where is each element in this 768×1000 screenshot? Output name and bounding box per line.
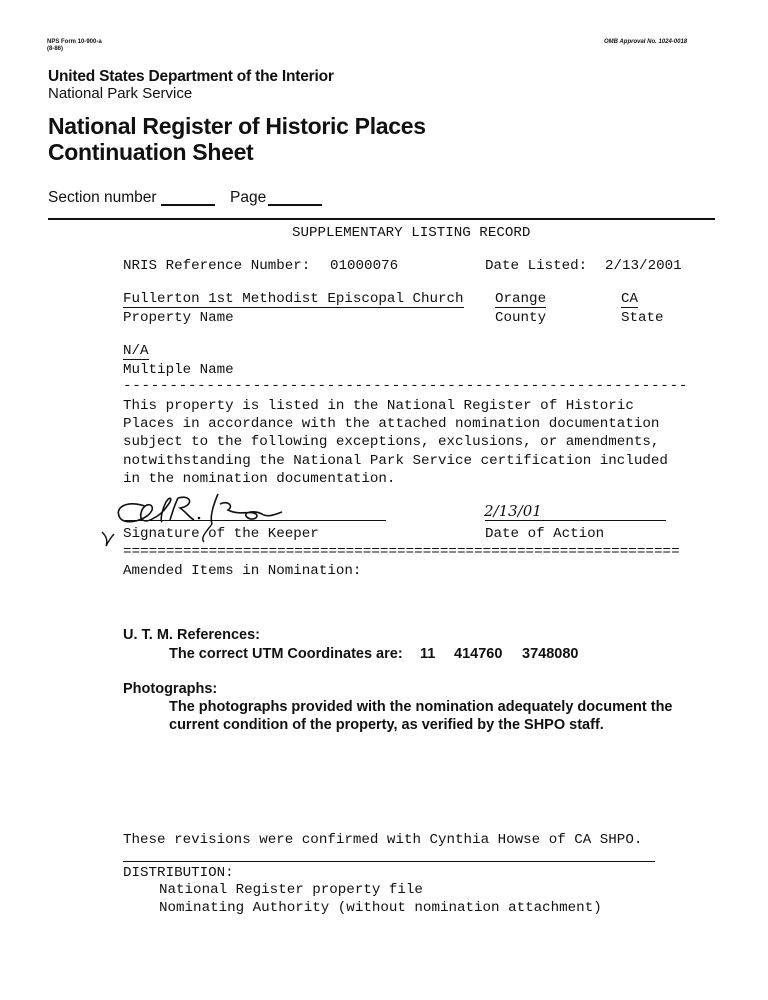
statement-line: This property is listed in the National Register of Historic xyxy=(123,398,634,414)
page-subtitle: Continuation Sheet xyxy=(48,139,254,165)
utm-text: The correct UTM Coordinates are: xyxy=(169,646,403,662)
date-listed-value: 2/13/2001 xyxy=(605,258,682,274)
date-of-action-label: Date of Action xyxy=(485,526,605,542)
omb-approval: OMB Approval No. 1024-0018 xyxy=(604,39,688,45)
distribution-item: National Register property file xyxy=(159,882,423,898)
dash-separator: ------------------------------------------------------------- xyxy=(123,378,689,394)
utm-northing: 3748080 xyxy=(522,646,579,662)
record-heading: SUPPLEMENTARY LISTING RECORD xyxy=(292,225,531,241)
photographs-text: current condition of the property, as verified by the SHPO staff. xyxy=(169,717,604,733)
header-rule xyxy=(48,218,715,220)
state-value: CA xyxy=(621,291,639,307)
agency-name: National Park Service xyxy=(48,85,193,102)
statement-line: subject to the following exceptions, exclusions, or amendments, xyxy=(123,434,660,450)
department-name: United States Department of the Interior xyxy=(48,68,334,85)
statement-line: Places in accordance with the attached nomination documentation xyxy=(123,416,660,432)
svg-text:2/13/01: 2/13/01 xyxy=(484,502,542,520)
statement-line: notwithstanding the National Park Service certification included xyxy=(123,453,668,469)
distribution-rule xyxy=(123,861,655,862)
property-name-label: Property Name xyxy=(123,310,234,326)
statement-line: in the nomination documentation. xyxy=(123,471,396,487)
section-number-label: Section number xyxy=(48,189,157,206)
county-label: County xyxy=(495,310,547,326)
distribution-label: DISTRIBUTION: xyxy=(123,865,234,881)
utm-zone: 11 xyxy=(420,646,436,662)
revisions-note: These revisions were confirmed with Cynthia Howse of CA SHPO. xyxy=(123,832,643,848)
handwritten-date xyxy=(482,497,548,521)
photographs-text: The photographs provided with the nomination adequately document the xyxy=(169,699,673,715)
date-listed-label: Date Listed: xyxy=(485,258,588,274)
amended-items-label: Amended Items in Nomination: xyxy=(123,563,362,579)
form-number: NPS Form 10-900-a xyxy=(47,39,102,45)
photographs-heading: Photographs: xyxy=(123,681,218,697)
section-number-blank xyxy=(161,204,215,206)
nris-number: 01000076 xyxy=(330,258,399,274)
equals-separator: ================================================================= xyxy=(123,544,680,560)
signature-label: Signature of the Keeper xyxy=(123,526,319,542)
county-value: Orange xyxy=(495,291,547,307)
state-label: State xyxy=(621,310,664,326)
multiple-name-value: N/A xyxy=(123,343,149,359)
property-name-value: Fullerton 1st Methodist Episcopal Church xyxy=(123,291,464,307)
utm-heading: U. T. M. References: xyxy=(123,627,260,643)
utm-easting: 414760 xyxy=(454,646,503,662)
multiple-name-label: Multiple Name xyxy=(123,362,234,378)
nris-label: NRIS Reference Number: xyxy=(123,258,311,274)
page-number-blank xyxy=(268,204,322,206)
distribution-item: Nominating Authority (without nomination attachment) xyxy=(159,900,602,916)
page-label: Page xyxy=(230,189,267,206)
page-title: National Register of Historic Places xyxy=(48,113,426,139)
form-date: (8-86) xyxy=(47,46,64,52)
